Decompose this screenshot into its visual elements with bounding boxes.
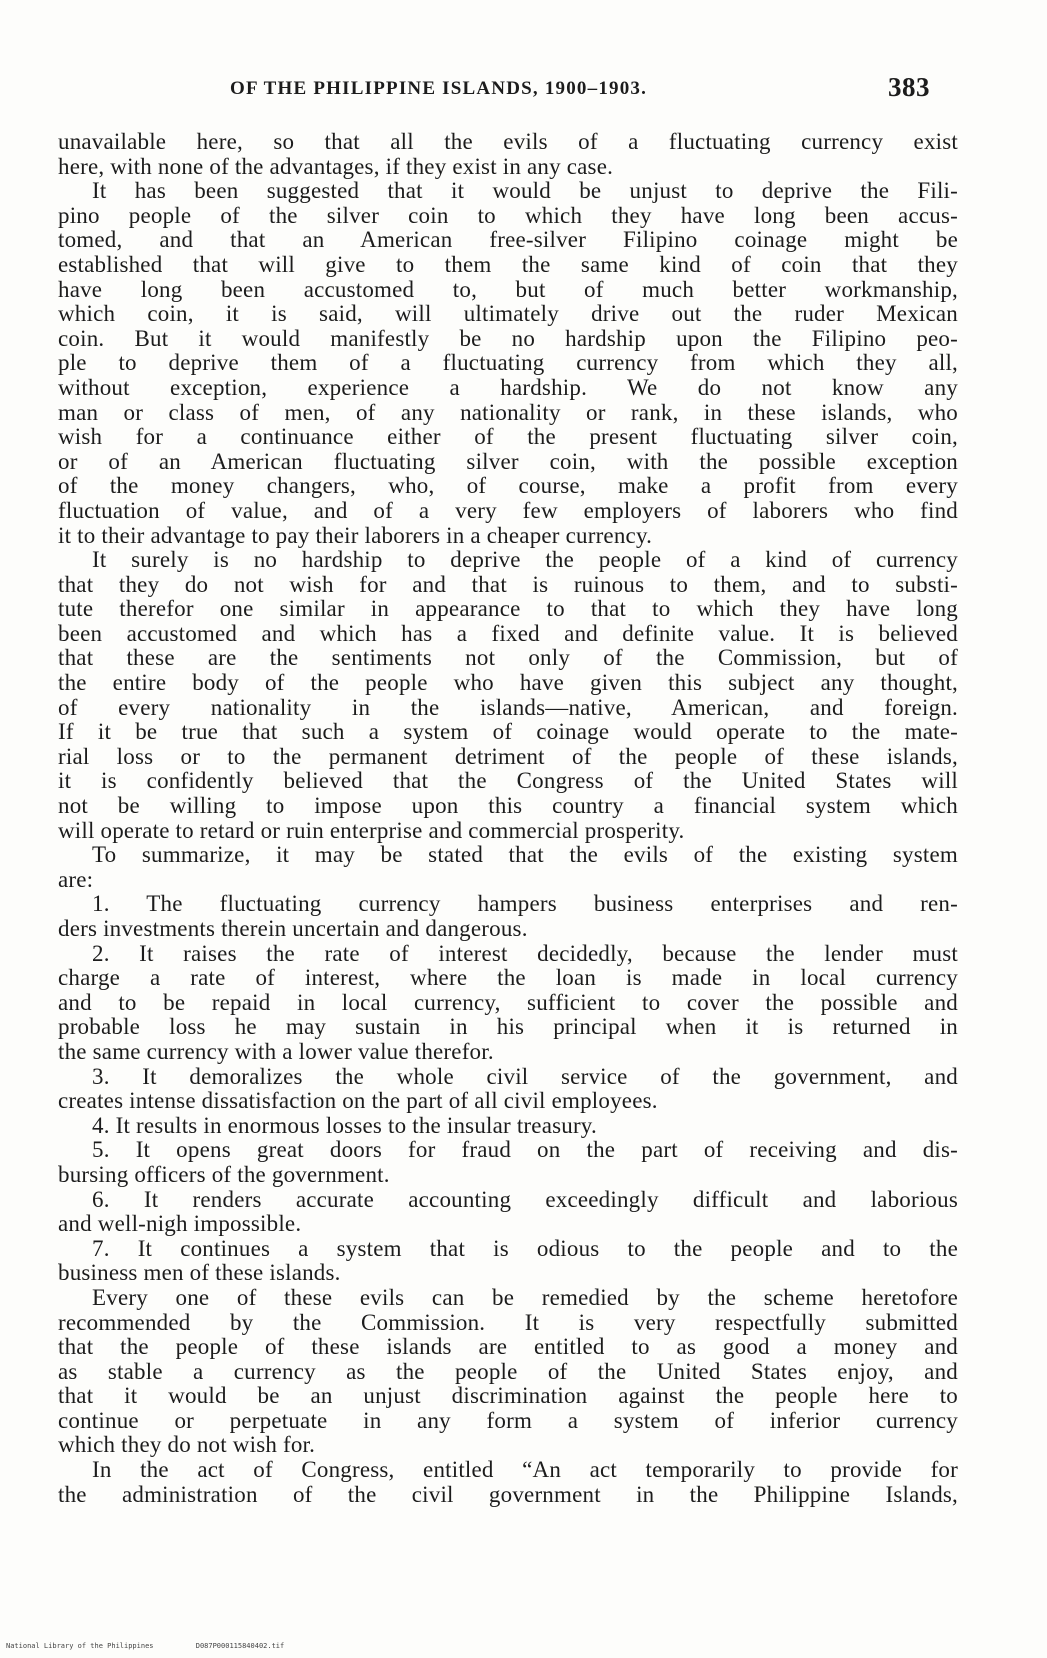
- text-line: and to be repaid in local currency, sufficient to cover the possible and: [58, 990, 958, 1015]
- text-line: it to their advantage to pay their laborers in a cheaper currency.: [58, 523, 653, 548]
- text-line: bursing officers of the government.: [58, 1162, 390, 1187]
- text-line: fluctuation of value, and of a very few employers of laborers who find: [58, 498, 958, 523]
- text-line: creates intense dissatisfaction on the part of all civil employees.: [58, 1089, 658, 1114]
- text-line: that it would be an unjust discrimination against the people here to: [58, 1384, 958, 1409]
- text-line: tomed, and that an American free-silver Filipino coinage might be: [58, 228, 958, 253]
- text-line: probable loss he may sustain in his principal when it is returned in: [58, 1015, 958, 1040]
- text-line: will operate to retard or ruin enterprise and commercial prosperity.: [58, 818, 685, 843]
- text-line: continue or perpetuate in any form a system of inferior currency: [58, 1408, 958, 1433]
- text-line: not be willing to impose upon this country a financial system which: [58, 794, 958, 819]
- text-line: man or class of men, of any nationality or rank, in these islands, who: [58, 400, 958, 425]
- page-header: [230, 72, 930, 108]
- text-line: recommended by the Commission. It is very respectfully submitted: [58, 1310, 958, 1335]
- text-line: It has been suggested that it would be unjust to deprive the Fili-: [92, 179, 958, 204]
- text-line: ple to deprive them of a fluctuating currency from which they all,: [58, 351, 958, 376]
- text-line: business men of these islands.: [58, 1261, 341, 1286]
- text-line: that the people of these islands are entitled to as good a money and: [58, 1335, 958, 1360]
- text-line: it is confidently believed that the Congress of the United States will: [58, 769, 958, 794]
- text-line: 4. It results in enormous losses to the insular treasury.: [92, 1113, 597, 1138]
- text-line: wish for a continuance either of the present fluctuating silver coin,: [58, 425, 958, 450]
- body-text: [58, 130, 958, 1507]
- running-head: OF THE PHILIPPINE ISLANDS, 1900–1903.: [230, 78, 648, 99]
- text-line: are:: [58, 867, 94, 892]
- text-line: here, with none of the advantages, if they exist in any case.: [58, 154, 614, 179]
- text-line: pino people of the silver coin to which they have long been accus-: [58, 203, 958, 228]
- text-line: of the money changers, who, of course, make a profit from every: [58, 474, 958, 499]
- text-line: have long been accustomed to, but of much better workmanship,: [58, 277, 958, 302]
- scan-footer: [6, 1642, 322, 1650]
- text-line: 5. It opens great doors for fraud on the part of receiving and dis-: [92, 1138, 958, 1163]
- text-line: without exception, experience a hardship. We do not know any: [58, 375, 958, 400]
- text-line: been accustomed and which has a fixed and definite value. It is believed: [58, 621, 958, 646]
- text-line: 2. It raises the rate of interest decidedly, because the lender must: [92, 941, 958, 966]
- footer-file: D087P000115840402.tif: [195, 1642, 285, 1650]
- text-line: the entire body of the people who have given this subject any thought,: [58, 671, 958, 696]
- text-line: established that will give to them the same kind of coin that they: [58, 252, 958, 277]
- text-line: 6. It renders accurate accounting exceedingly difficult and laborious: [92, 1187, 958, 1212]
- text-line: 1. The fluctuating currency hampers business enterprises and ren-: [92, 892, 958, 917]
- text-line: In the act of Congress, entitled “An act temporarily to provide for: [92, 1458, 958, 1483]
- text-line: unavailable here, so that all the evils of a fluctuating currency exist: [58, 130, 958, 154]
- text-line: which they do not wish for.: [58, 1433, 316, 1458]
- text-line: If it be true that such a system of coinage would operate to the mate-: [58, 720, 958, 745]
- text-line: of every nationality in the islands—native, American, and foreign.: [58, 695, 958, 720]
- text-line: ders investments therein uncertain and dangerous.: [58, 917, 528, 941]
- text-line: charge a rate of interest, where the loan is made in local currency: [58, 966, 958, 991]
- text-line: the administration of the civil government in the Philippine Islands,: [58, 1482, 958, 1507]
- text-line: To summarize, it may be stated that the evils of the existing system: [92, 843, 958, 868]
- text-line: 7. It continues a system that is odious to the people and to the: [92, 1236, 958, 1261]
- text-line: 3. It demoralizes the whole civil service of the government, and: [92, 1064, 958, 1089]
- text-line: rial loss or to the permanent detriment of the people of these islands,: [58, 744, 958, 769]
- page-number: 383: [888, 72, 930, 102]
- text-line: the same currency with a lower value therefor.: [58, 1039, 494, 1064]
- footer-library: National Library of the Philippines: [6, 1642, 154, 1650]
- text-line: and well-nigh impossible.: [58, 1212, 302, 1237]
- text-line: or of an American fluctuating silver coin, with the possible exception: [58, 449, 958, 474]
- text-line: that these are the sentiments not only of the Commission, but of: [58, 646, 958, 671]
- text-line: tute therefor one similar in appearance to that to which they have long: [58, 597, 958, 622]
- text-line: It surely is no hardship to deprive the people of a kind of currency: [92, 548, 958, 573]
- text-line: which coin, it is said, will ultimately drive out the ruder Mexican: [58, 302, 958, 327]
- text-line: Every one of these evils can be remedied by the scheme heretofore: [92, 1285, 958, 1310]
- text-line: as stable a currency as the people of the United States enjoy, and: [58, 1359, 958, 1384]
- text-line: coin. But it would manifestly be no hardship upon the Filipino peo-: [58, 326, 958, 351]
- text-line: that they do not wish for and that is ruinous to them, and to substi-: [58, 572, 958, 597]
